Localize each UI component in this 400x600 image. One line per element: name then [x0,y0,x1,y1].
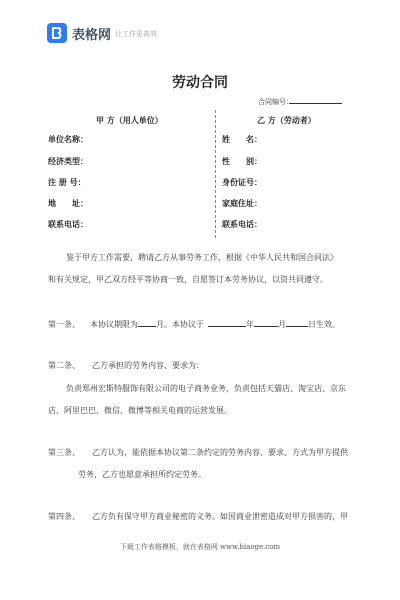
party-b-heading: 乙 方（劳动者） [257,116,316,125]
clause-4-text: 乙方负有保守甲方商业秘密的义务。如因商业泄密造成对甲方损害的，甲 [92,512,348,521]
clause-1-text-b: 月。本协议于 [156,320,204,329]
party-divider [215,110,216,238]
party-a-field: 单位名称： [48,135,88,144]
start-month-blank[interactable] [254,318,278,327]
clause-2-body-line-1: 负责郑州宏斯特服饰有限公司的电子商务业务，负责包括天猫店、淘宝店、京东 [66,384,346,393]
preamble-line-1: 鉴于甲方工作需要，聘请乙方从事劳务工作，根据《中华人民共和国合同法》 [66,253,338,262]
party-a-field: 注 册 号： [48,178,86,187]
preamble-line-2: 和有关规定，甲乙双方经平等协商一致，自愿签订本劳务协议，以资共同遵守。 [48,275,328,284]
document-title: 劳动合同 [172,75,228,91]
page-footer: 下载工作表格模板，就在表格网 www.biaoge.com [119,543,281,551]
logo-slogan: 让工作更高效 [115,30,157,38]
clause-3-line-2: 劳务，乙方也愿意承担所约定劳务。 [78,470,206,479]
clause-2-label: 第二条、 [48,361,80,370]
party-b-field: 性 别： [222,157,262,166]
clause-2-body-line-2: 店、阿里巴巴、微信、微博等相关电商的运营发展。 [48,406,232,415]
clause-1-text-a: 本协议期限为 [90,320,138,329]
clause-3-label: 第三条、 [48,448,80,457]
party-b-field: 姓 名： [222,135,262,144]
clause-4-label: 第四条、 [48,512,80,521]
party-b-field: 家庭住址： [222,199,262,208]
start-year-blank[interactable] [208,318,246,327]
party-a-heading: 甲 方（用人单位） [96,116,163,125]
party-a-field: 经济类型： [48,157,88,166]
term-months-blank[interactable] [138,318,156,327]
clause-2-text: 乙方承担的劳务内容、要求为： [92,361,204,370]
clause-1 [48,318,340,330]
clause-1-text-d: 月 [278,320,286,329]
clause-3 [48,447,348,458]
party-b-field: 联系电话： [222,220,262,229]
party-a-field: 联系电话： [48,220,88,229]
logo-name: 表格网 [72,28,112,43]
clause-3-line-1: 乙方认为，能依据本协议第二条约定的劳务内容、要求、方式为甲方提供 [92,448,348,457]
clause-1-text-e: 日生效。 [308,320,340,329]
contract-no-blank[interactable] [289,103,342,104]
contract-no-label: 合同编号： [258,98,293,106]
party-b-field: 身份证号： [222,178,262,187]
party-a-field: 地 址： [48,199,88,208]
start-day-blank[interactable] [286,318,308,327]
clause-2 [48,360,204,371]
clause-1-label: 第一条、 [48,320,80,329]
logo-icon [47,23,67,43]
clause-4 [48,511,348,522]
clause-1-text-c: 年 [246,320,254,329]
